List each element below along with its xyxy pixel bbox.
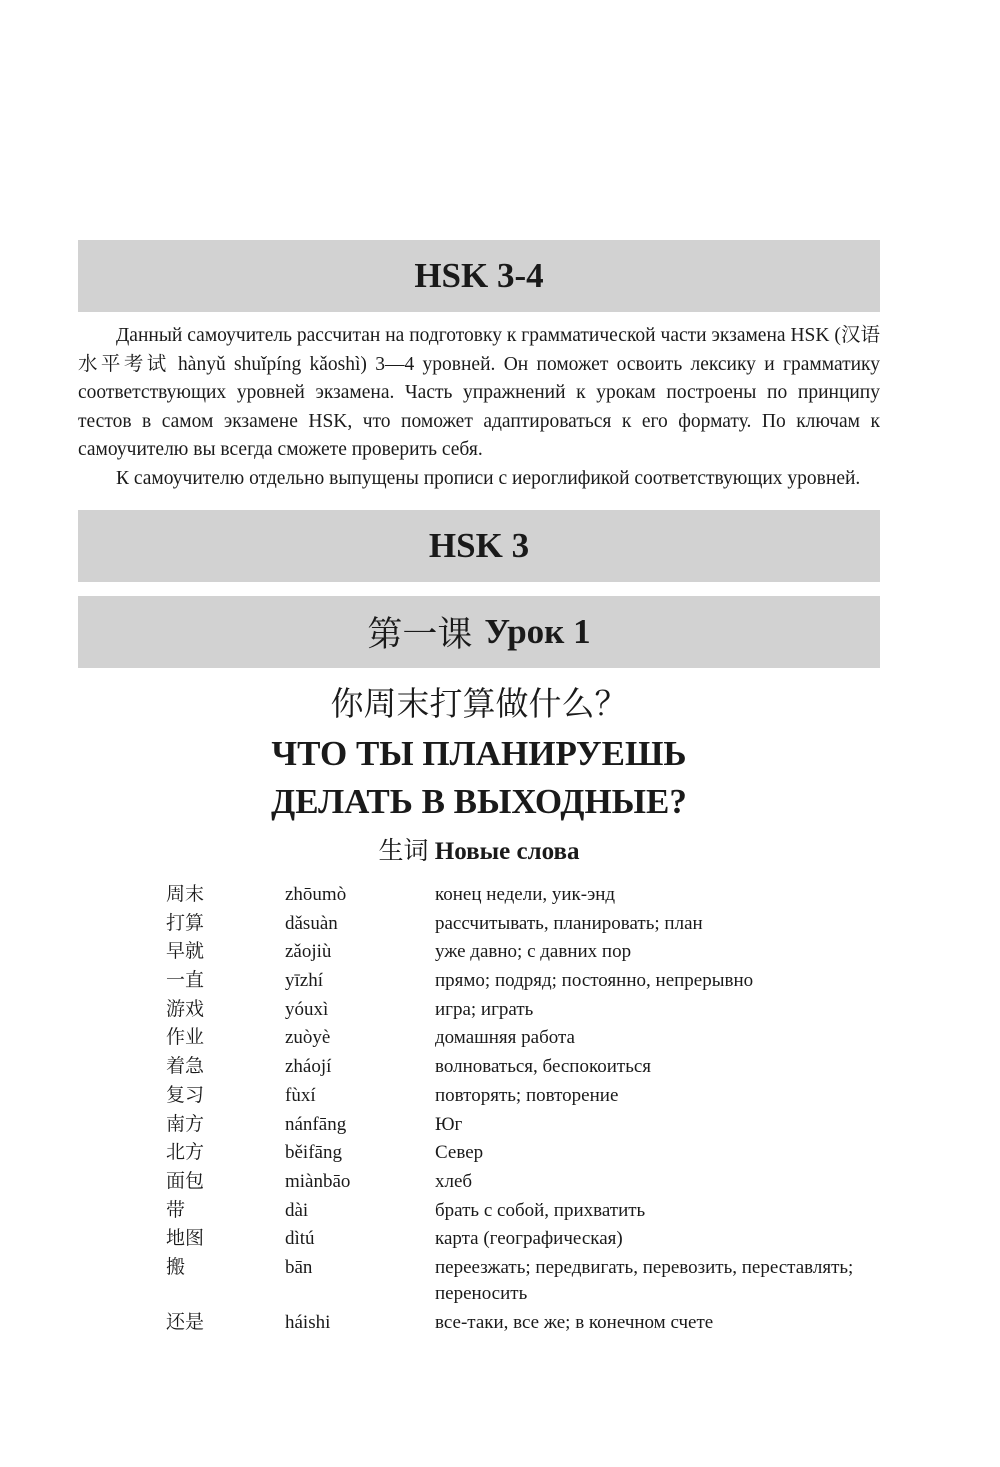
vocab-pinyin: nánfāng	[285, 1113, 347, 1135]
vocab-pinyin: dài	[285, 1199, 309, 1221]
vocab-pinyin: yóuxì	[285, 998, 329, 1020]
vocab-row	[166, 1054, 866, 1080]
vocab-translation: карта (географическая)	[435, 1228, 623, 1250]
vocab-word-zh: 地图	[166, 1228, 205, 1250]
vocab-translation: повторять; повторение	[435, 1084, 619, 1106]
vocab-translation: все-таки, все же; в конечном счете	[435, 1311, 714, 1333]
vocab-pinyin: háishi	[285, 1311, 331, 1333]
vocab-translation: переезжать; передвигать, перевозить, переставлять; переносить	[435, 1256, 854, 1304]
vocab-pinyin: dǎsuàn	[285, 912, 338, 934]
vocab-translation: рассчитывать, планировать; план	[435, 912, 703, 934]
lesson-title-zh: 你周末打算做什么？	[330, 687, 628, 723]
vocab-pinyin: yīzhí	[285, 970, 323, 992]
vocab-row	[166, 911, 866, 937]
vocab-pinyin: fùxí	[285, 1084, 316, 1106]
vocab-row	[166, 1255, 866, 1307]
vocab-row	[166, 1083, 866, 1109]
vocab-row	[166, 1140, 866, 1166]
lesson-number-zh: 第一课	[367, 615, 473, 654]
section-header-hsk-3	[78, 510, 880, 582]
vocab-pinyin: zuòyè	[285, 1027, 331, 1049]
lesson-title-ru-line2: ДЕЛАТЬ В ВЫХОДНЫЕ?	[271, 782, 687, 821]
vocab-row	[166, 1310, 866, 1336]
vocab-word-zh: 面包	[166, 1170, 205, 1192]
intro-paragraph: К самоучителю отдельно выпущены прописи с иероглификой соответствующих уровней.	[116, 467, 861, 489]
lesson-header	[78, 596, 880, 668]
vocab-row	[166, 997, 866, 1023]
vocab-translation: конец недели, уик-энд	[435, 884, 616, 905]
intro-text	[78, 322, 880, 493]
vocab-translation: Юг	[435, 1113, 463, 1135]
lesson-number-ru: Урок 1	[484, 612, 591, 651]
vocab-word-zh: 北方	[166, 1142, 205, 1164]
vocab-word-zh: 复习	[166, 1084, 205, 1106]
vocab-row	[166, 1226, 866, 1252]
vocab-word-zh: 着急	[166, 1056, 205, 1078]
vocab-pinyin: zǎojiù	[285, 941, 332, 963]
vocab-row	[166, 1169, 866, 1195]
vocab-word-zh: 南方	[166, 1113, 205, 1135]
vocab-word-zh: 周末	[166, 884, 205, 905]
vocabulary-list	[166, 882, 866, 1338]
vocab-pinyin: zhōumò	[285, 884, 347, 905]
vocab-word-zh: 还是	[166, 1311, 205, 1333]
vocab-word-zh: 作业	[166, 1027, 205, 1049]
vocab-translation: уже давно; с давних пор	[435, 941, 632, 963]
vocab-row	[166, 1025, 866, 1051]
vocab-translation: прямо; подряд; постоянно, непрерывно	[435, 970, 754, 992]
vocab-translation: хлеб	[435, 1170, 473, 1192]
vocab-pinyin: dìtú	[285, 1228, 315, 1250]
lesson-title-ru-line1: ЧТО ТЫ ПЛАНИРУЕШЬ	[271, 734, 687, 773]
new-words-heading-ru: Новые слова	[434, 838, 580, 865]
vocab-word-zh: 打算	[166, 912, 205, 934]
vocab-translation: игра; играть	[435, 998, 534, 1020]
vocab-pinyin: běifāng	[285, 1142, 342, 1164]
vocab-row	[166, 1112, 866, 1138]
lesson-title	[78, 680, 880, 826]
vocab-word-zh: 搬	[166, 1256, 186, 1278]
vocab-pinyin: miànbāo	[285, 1170, 351, 1192]
new-words-heading-zh: 生词	[378, 838, 429, 865]
vocab-word-zh: 早就	[166, 941, 205, 963]
vocab-translation: домашняя работа	[435, 1027, 575, 1049]
vocab-translation: Север	[435, 1142, 484, 1164]
section-title: HSK 3	[428, 526, 530, 565]
vocab-row	[166, 1198, 866, 1224]
vocab-word-zh: 一直	[166, 970, 205, 992]
vocab-word-zh: 游戏	[166, 998, 205, 1020]
section-header-hsk-3-4	[78, 240, 880, 312]
vocab-pinyin: zháojí	[285, 1056, 332, 1078]
vocab-translation: брать с собой, прихватить	[435, 1199, 646, 1221]
vocab-row	[166, 882, 866, 908]
vocab-pinyin: bān	[285, 1256, 313, 1278]
new-words-heading	[78, 834, 880, 870]
vocab-translation: волноваться, беспокоиться	[435, 1056, 652, 1078]
vocab-row	[166, 968, 866, 994]
vocab-row	[166, 939, 866, 965]
vocab-word-zh: 带	[166, 1199, 186, 1221]
section-title: HSK 3-4	[414, 256, 544, 295]
intro-paragraph: Данный самоучитель рассчитан на подготовку к грамматической части экзамена HSK (汉语水平考试 hànyǔ shuǐpíng kǎoshì) 3—4 уровней. Он поможет освоить лексику и грамматику соответствующих уровней экзамена. Часть упражнений к урокам построены по принципу тестов в самом экзамене HSK, что поможет адаптироваться к его формату. По ключам к самоучителю вы всегда сможете проверить себя.	[78, 325, 880, 460]
